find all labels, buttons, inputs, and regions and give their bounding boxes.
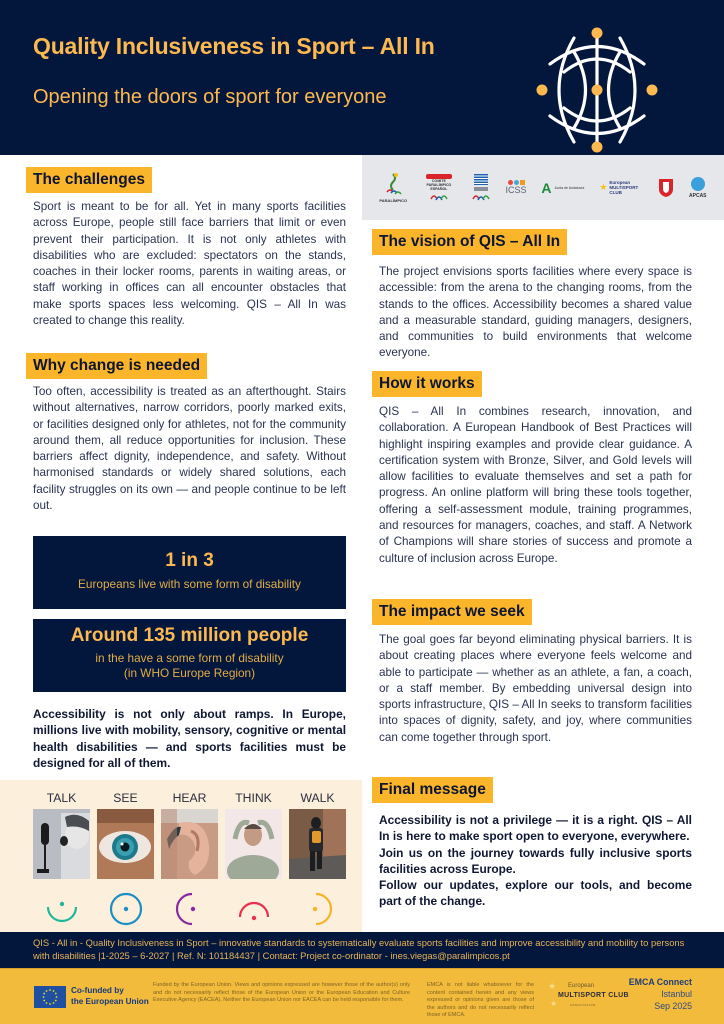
partner-name: COMITÉ PARALÍMPICO ESPAÑOL bbox=[426, 179, 452, 191]
partner-name: APCAS bbox=[689, 192, 707, 199]
impact-text: The goal goes far beyond eliminating physical barriers. It is about creating places where everyone feels welcome and able to participate — whether as an athlete, a fan, a coach, or a staff member. By embedding universal design into sports infrastructure, QIS – All In seeks to transform facilities into spaces of dignity, safety, and joy, where communities can come together through sport. bbox=[379, 633, 692, 744]
hear-photo-icon bbox=[161, 809, 218, 879]
heading-the-vision: The vision of QIS – All In bbox=[372, 229, 567, 255]
stat-value: Around 135 million people bbox=[70, 625, 309, 646]
shield-logo-icon bbox=[658, 170, 674, 206]
sense-think bbox=[225, 780, 282, 929]
why-change-text: Too often, accessibility is treated as an afterthought. Stairs without alternatives, narrow corridors, poorly marked exits, or facilities designed only for athletes, not for the community around them, all reduce opportunities for inclusion. These barriers affect dignity, independence, and safety. Without harmonised standards or widely shared solutions, each facility struggles on its own — and people continue to be left out. bbox=[33, 385, 346, 513]
funding-footer bbox=[0, 968, 724, 1024]
paralympic-portugal-logo-icon bbox=[379, 170, 407, 206]
eu-label-line-1: Co-funded by bbox=[71, 986, 124, 995]
vision-text: The project envisions sports facilities where every space is accessible: from the arena to the changing rooms, from the stands to the offices. Accessibility becomes a shared value and a measurable standard, guiding managers, designers, and communities to build environments that welcome everyone. bbox=[379, 265, 692, 360]
sense-walk bbox=[289, 780, 346, 929]
stat-caption-region: (in WHO Europe Region) bbox=[123, 666, 256, 680]
sense-see bbox=[97, 780, 154, 929]
heading-the-challenges: The challenges bbox=[26, 167, 152, 193]
eu-label-line-2: the European Union bbox=[71, 997, 149, 1006]
emca-disclaimer: EMCA is not liable whatsoever for the content contained herein and any views expressed or opinions given are those of the authors and do not necessarily reflect those of EMCA. bbox=[427, 982, 534, 1019]
challenges-text: Sport is meant to be for all. Yet in many sports facilities across Europe, people still face barriers that limit or even prevent their participation. It is not only athletes with disabilities who are excluded: spectators on the stands, coaches in their locker rooms, parents in waiting areas, or staff working in offices can all encounter obstacles that make sports spaces less welcoming. QIS – All In was created to change this reality. bbox=[33, 200, 346, 328]
icss-logo-icon bbox=[506, 170, 527, 206]
sense-talk bbox=[33, 780, 90, 929]
senses-panel bbox=[0, 780, 362, 932]
partner-name: European MULTISPORT CLUB bbox=[609, 180, 639, 195]
hear-icon bbox=[170, 889, 210, 929]
event-date: Sep 2025 bbox=[654, 1001, 692, 1011]
apcas-logo-icon bbox=[689, 170, 707, 206]
heading-why-change-is-needed: Why change is needed bbox=[26, 353, 207, 379]
final-message-line-1: Accessibility is not a privilege — it is a right. QIS – All In is here to make sport open to everyone, everywhere. bbox=[379, 813, 692, 844]
qis-all-in-logo-icon bbox=[534, 24, 660, 156]
greek-paralympic-logo-icon bbox=[471, 170, 491, 206]
project-info-text: QIS - All in - Quality Inclusiveness in Sport – innovative standards to systematically evaluate sports facilities and improve accessibility and mobility to persons with disabilities |1-2025 – 6-2027 | Ref. N: 101184437 | Contact: Project co-ordinator - ines.viegas@paralimpicos.pt bbox=[33, 937, 685, 962]
sense-label: SEE bbox=[113, 791, 138, 805]
stat-caption: in the have a some form of disability bbox=[95, 651, 284, 665]
page-title: Quality Inclusiveness in Sport – All In bbox=[33, 33, 435, 59]
partner-logos-strip bbox=[362, 155, 724, 220]
final-message-text bbox=[379, 812, 692, 910]
emca-logo-line-3: ASSOCIATION bbox=[570, 1003, 596, 1007]
andalucia-logo-icon: A Junta de Andalucía bbox=[541, 179, 585, 196]
how-it-works-text: QIS – All In combines research, innovation, and collaboration. A European Handbook of Best Practices will highlight inspiring examples and provide clear guidance. A certification system with Bronze, Silver, and Gold levels will allow facilities to evaluate themselves and set a path for progress. An online platform will bring these tools together, offering a self-assessment module, training programmes, and resources for managers, coaches, and staff. A Network of Champions will share stories of success and promote a culture of inclusion across Europe. bbox=[379, 405, 692, 565]
event-city: Istanbul bbox=[661, 989, 692, 999]
sense-label: WALK bbox=[300, 791, 335, 805]
emca-partner-logo-icon: ★ European MULTISPORT CLUB bbox=[599, 170, 643, 206]
eu-cofunded-label bbox=[71, 985, 149, 1007]
page-header bbox=[0, 0, 724, 155]
project-info-footer bbox=[0, 932, 724, 968]
emca-logo-line-2: MULTISPORT CLUB bbox=[558, 992, 629, 999]
stat-box-135-million bbox=[33, 619, 346, 692]
emca-logo-line-1: European bbox=[568, 983, 595, 989]
accessibility-note: Accessibility is not only about ramps. In Europe, millions live with mobility, sensory, cognitive or mental health disabilities — and sports facilities must be designed for all of them. bbox=[33, 707, 346, 770]
stat-caption: Europeans live with some form of disability bbox=[78, 577, 301, 591]
page-subtitle: Opening the doors of sport for everyone bbox=[33, 86, 387, 108]
heading-the-impact-we-seek: The impact we seek bbox=[372, 599, 532, 625]
walk-icon bbox=[298, 889, 338, 929]
sense-hear bbox=[161, 780, 218, 929]
eu-flag-icon bbox=[34, 986, 66, 1008]
think-icon bbox=[234, 889, 274, 929]
final-message-line-2: Join us on the journey towards fully inclusive sports facilities across Europe. bbox=[379, 845, 692, 876]
spanish-paralympic-logo-icon bbox=[422, 170, 456, 206]
event-info bbox=[629, 976, 692, 1012]
sense-label: THINK bbox=[235, 791, 272, 805]
stat-box-one-in-three bbox=[33, 536, 346, 609]
see-icon bbox=[106, 889, 146, 929]
think-photo-icon bbox=[225, 809, 282, 879]
emca-logo-icon: ★ ★ European MULTISPORT CLUB ASSOCIATION bbox=[548, 981, 629, 1008]
talk-icon bbox=[42, 889, 82, 929]
event-title: EMCA Connect bbox=[628, 977, 692, 987]
see-photo-icon bbox=[97, 809, 154, 879]
sense-label: TALK bbox=[46, 791, 77, 805]
final-message-line-3: Follow our updates, explore our tools, and become part of the change. bbox=[379, 878, 692, 909]
partner-name: Junta de Andalucía bbox=[554, 185, 585, 190]
heading-final-message: Final message bbox=[372, 777, 493, 803]
walk-photo-icon bbox=[289, 809, 346, 879]
eu-disclaimer: Funded by the European Union. Views and opinions expressed are however those of the author(s) only and do not necessarily reflect those of the European Union or the European Education and Culture Executive Agency (EACEA). Neither the European Union nor EACEA can be held responsible for them. bbox=[153, 982, 410, 1004]
partner-name: ICSS bbox=[505, 185, 527, 195]
stat-value: 1 in 3 bbox=[165, 550, 214, 571]
sense-label: HEAR bbox=[172, 791, 207, 805]
partner-name: PARALÍMPICO bbox=[379, 198, 408, 203]
heading-how-it-works: How it works bbox=[372, 371, 482, 397]
talk-photo-icon bbox=[33, 809, 90, 879]
